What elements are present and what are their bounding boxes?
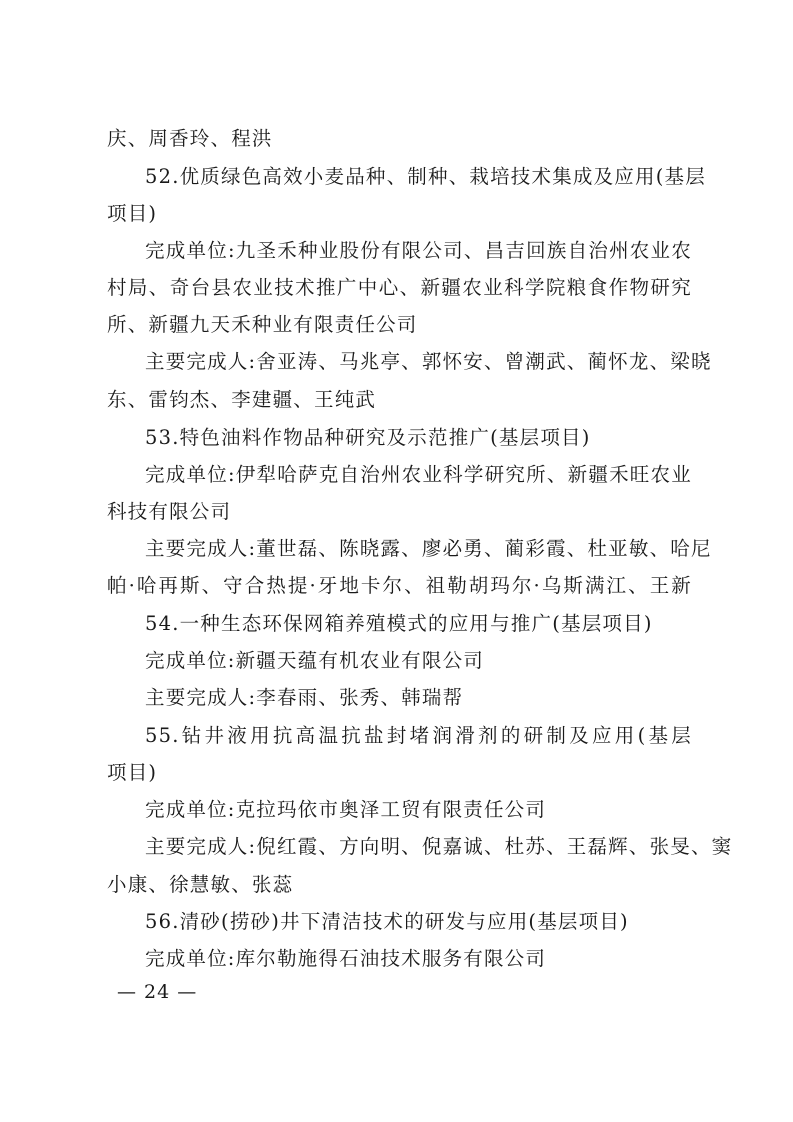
text-line: 主要完成人:李春雨、张秀、韩瑞帮 [145, 686, 464, 709]
text-line: 帕·哈再斯、守合热提·牙地卡尔、祖勒胡玛尔·乌斯满江、王新 [107, 574, 692, 597]
text-line: 完成单位:库尔勒施得石油技术服务有限公司 [145, 947, 547, 970]
text-line: 项目) [107, 202, 158, 225]
text-line: 小康、徐慧敏、张蕊 [107, 873, 294, 896]
item-heading: 53.特色油料作物品种研究及示范推广(基层项目) [145, 426, 591, 449]
text-line: 主要完成人:董世磊、陈晓露、廖必勇、蔺彩霞、杜亚敏、哈尼 [145, 537, 712, 560]
text-line: 完成单位:克拉玛依市奥泽工贸有限责任公司 [145, 798, 547, 821]
text-line: 科技有限公司 [107, 500, 232, 523]
item-heading: 55.钻井液用抗高温抗盐封堵润滑剂的研制及应用(基层 [145, 724, 692, 747]
text-line: 村局、奇台县农业技术推广中心、新疆农业科学院粮食作物研究 [107, 276, 692, 299]
text-line: 完成单位:伊犁哈萨克自治州农业科学研究所、新疆禾旺农业 [145, 463, 692, 486]
text-line: 主要完成人:舍亚涛、马兆亭、郭怀安、曾潮武、蔺怀龙、梁晓 [145, 350, 712, 373]
page-number: — 24 — [117, 981, 198, 1003]
item-heading: 54.一种生态环保网箱养殖模式的应用与推广(基层项目) [145, 612, 653, 635]
item-heading: 52.优质绿色高效小麦品种、制种、栽培技术集成及应用(基层 [145, 165, 706, 188]
text-line: 东、雷钧杰、李建疆、王纯武 [107, 388, 377, 411]
item-heading: 56.清砂(捞砂)井下清洁技术的研发与应用(基层项目) [145, 910, 629, 933]
text-line: 完成单位:九圣禾种业股份有限公司、昌吉回族自治州农业农 [145, 239, 692, 262]
text-line: 所、新疆九天禾种业有限责任公司 [107, 313, 418, 336]
text-line: 庆、周香玲、程洪 [107, 127, 273, 150]
text-line: 完成单位:新疆天蕴有机农业有限公司 [145, 649, 484, 672]
text-line: 项目) [107, 761, 158, 784]
text-line: 主要完成人:倪红霞、方向明、倪嘉诚、杜苏、王磊辉、张旻、窦 [145, 835, 733, 858]
